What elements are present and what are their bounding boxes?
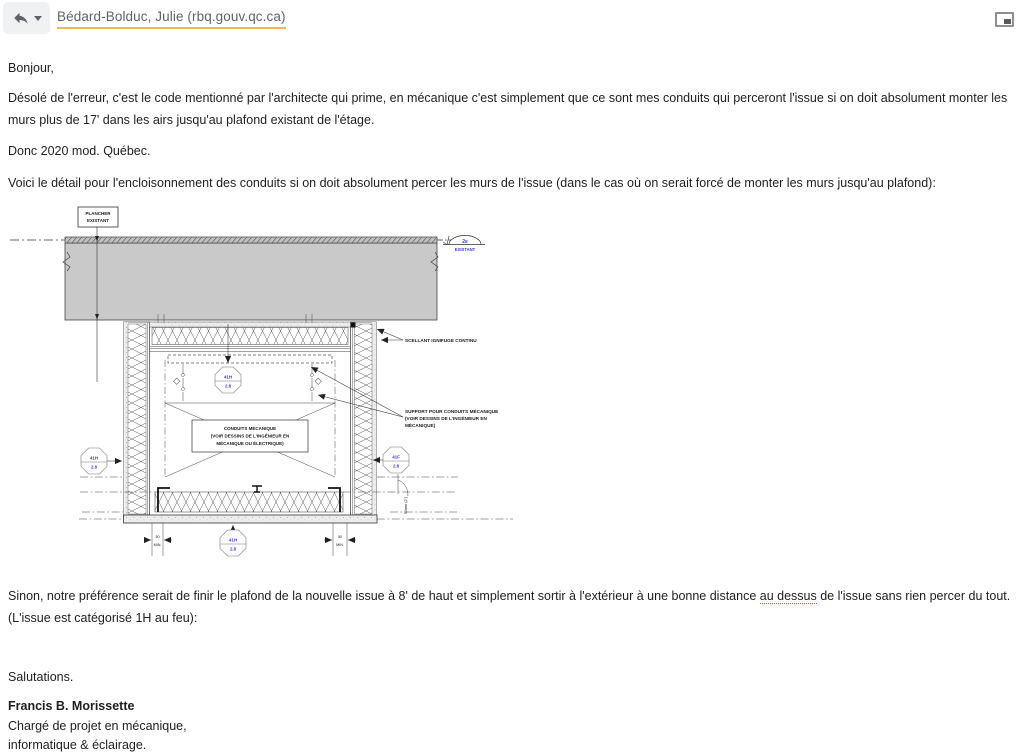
callout-bottom-sheet: 2.8 bbox=[229, 546, 237, 552]
level-marker-label: EXISTANT bbox=[454, 247, 476, 252]
paragraph-preference bbox=[8, 585, 1012, 629]
paragraph-apology: Désolé de l'erreur, c'est le code mentionné par l'architecte qui prime, en mécanique c'est simplement que ce sont mes conduits qui perceront l'issue si on doit absolument monter les murs plus de 17' dans les airs jusqu'au plafond existant de l'étage. bbox=[8, 90, 1008, 127]
callout-right-sheet: 2.8 bbox=[392, 463, 400, 469]
plancher-line2: EXISTANT bbox=[87, 218, 109, 223]
support-label-line3: MÉCANIQUE) bbox=[405, 423, 436, 428]
conduits-label-line1: CONDUITS MÉCANIQUE bbox=[223, 426, 277, 431]
dim-vertical-text: 50mm (2") bbox=[404, 496, 408, 514]
callout-bottom-code: 41H bbox=[228, 537, 238, 543]
dim-left-unit: MIN. bbox=[153, 543, 162, 547]
reply-icon bbox=[12, 9, 30, 27]
callout-left-sheet: 2.8 bbox=[90, 464, 98, 470]
recipient-link[interactable]: Bédard-Bolduc, Julie (rbq.gouv.qc.ca) bbox=[57, 9, 286, 29]
callout-right bbox=[373, 447, 409, 473]
callout-top-code: 41H bbox=[223, 374, 233, 380]
dim-right-unit: MIN. bbox=[336, 543, 344, 547]
signature-role-line2: informatique & éclairage. bbox=[8, 737, 147, 752]
conduit-zone bbox=[165, 360, 335, 477]
dimension-right bbox=[324, 523, 356, 556]
level-marker-value: 2e bbox=[462, 239, 468, 245]
email-header bbox=[0, 0, 1020, 37]
signature-role-line1: Chargé de projet en mécanique, bbox=[8, 718, 187, 733]
level-marker bbox=[437, 236, 485, 253]
dimension-vertical bbox=[398, 474, 408, 514]
paragraph-code: Donc 2020 mod. Québec. bbox=[8, 143, 151, 158]
left-wall bbox=[124, 322, 150, 515]
plancher-line1: PLANCHER bbox=[85, 211, 111, 216]
signature-name: Francis B. Morissette bbox=[8, 698, 135, 713]
callout-right-code: 41F bbox=[392, 454, 400, 460]
support-label-group bbox=[311, 367, 498, 428]
callout-bottom bbox=[220, 525, 246, 556]
conduits-label-line2: (VOIR DESSINS DE L'INGÉNIEUR EN bbox=[210, 433, 290, 439]
callout-left bbox=[81, 448, 122, 474]
scellant-label: SCELLANT IGNIFUGE CONTINU bbox=[405, 338, 477, 343]
hanger-left bbox=[174, 364, 185, 401]
image-icon[interactable] bbox=[995, 12, 1014, 27]
scellant-label-group bbox=[377, 329, 477, 343]
greeting-text: Bonjour, bbox=[8, 60, 54, 75]
reply-button[interactable] bbox=[3, 2, 50, 34]
conduits-label-line3: MÉCANIQUE OU ÉLECTRIQUE) bbox=[216, 441, 284, 446]
construction-detail-svg bbox=[6, 196, 518, 568]
spellcheck-underline: au dessus bbox=[759, 588, 817, 603]
floor-assembly bbox=[124, 486, 378, 523]
support-label-line2: (VOIR DESSINS DE L'INGÉNIEUR EN bbox=[405, 416, 487, 421]
callout-left-code: 41H bbox=[89, 455, 99, 461]
dim-left-value: 50 bbox=[155, 535, 160, 539]
closing-text: Salutations. bbox=[8, 669, 74, 684]
preference-text-before: Sinon, notre préférence serait de finir le plafond de la nouvelle issue à 8' de haut et simplement sortir à l'extérieur à une bonne distance bbox=[8, 588, 760, 603]
support-label-line1: SUPPORT POUR CONDUITS MÉCANIQUE bbox=[405, 409, 499, 414]
paragraph-detail-intro: Voici le détail pour l'encloisonnement des conduits si on doit absolument percer les murs de l'issue (dans le cas où on serait forcé de monter les murs jusqu'au plafond): bbox=[8, 175, 936, 190]
dimension-left bbox=[144, 523, 172, 556]
ceiling-assembly bbox=[150, 314, 351, 363]
reply-options-caret-icon[interactable] bbox=[34, 16, 42, 21]
right-wall bbox=[351, 322, 377, 515]
embedded-drawing[interactable] bbox=[6, 196, 518, 568]
preference-text-after: de l'issue sans rien percer du tout. (L'issue est catégorisé 1H au feu): bbox=[8, 588, 1011, 625]
dim-right-value: 50 bbox=[337, 535, 343, 539]
callout-top-sheet: 2.8 bbox=[224, 383, 232, 389]
slab-group bbox=[10, 237, 438, 320]
